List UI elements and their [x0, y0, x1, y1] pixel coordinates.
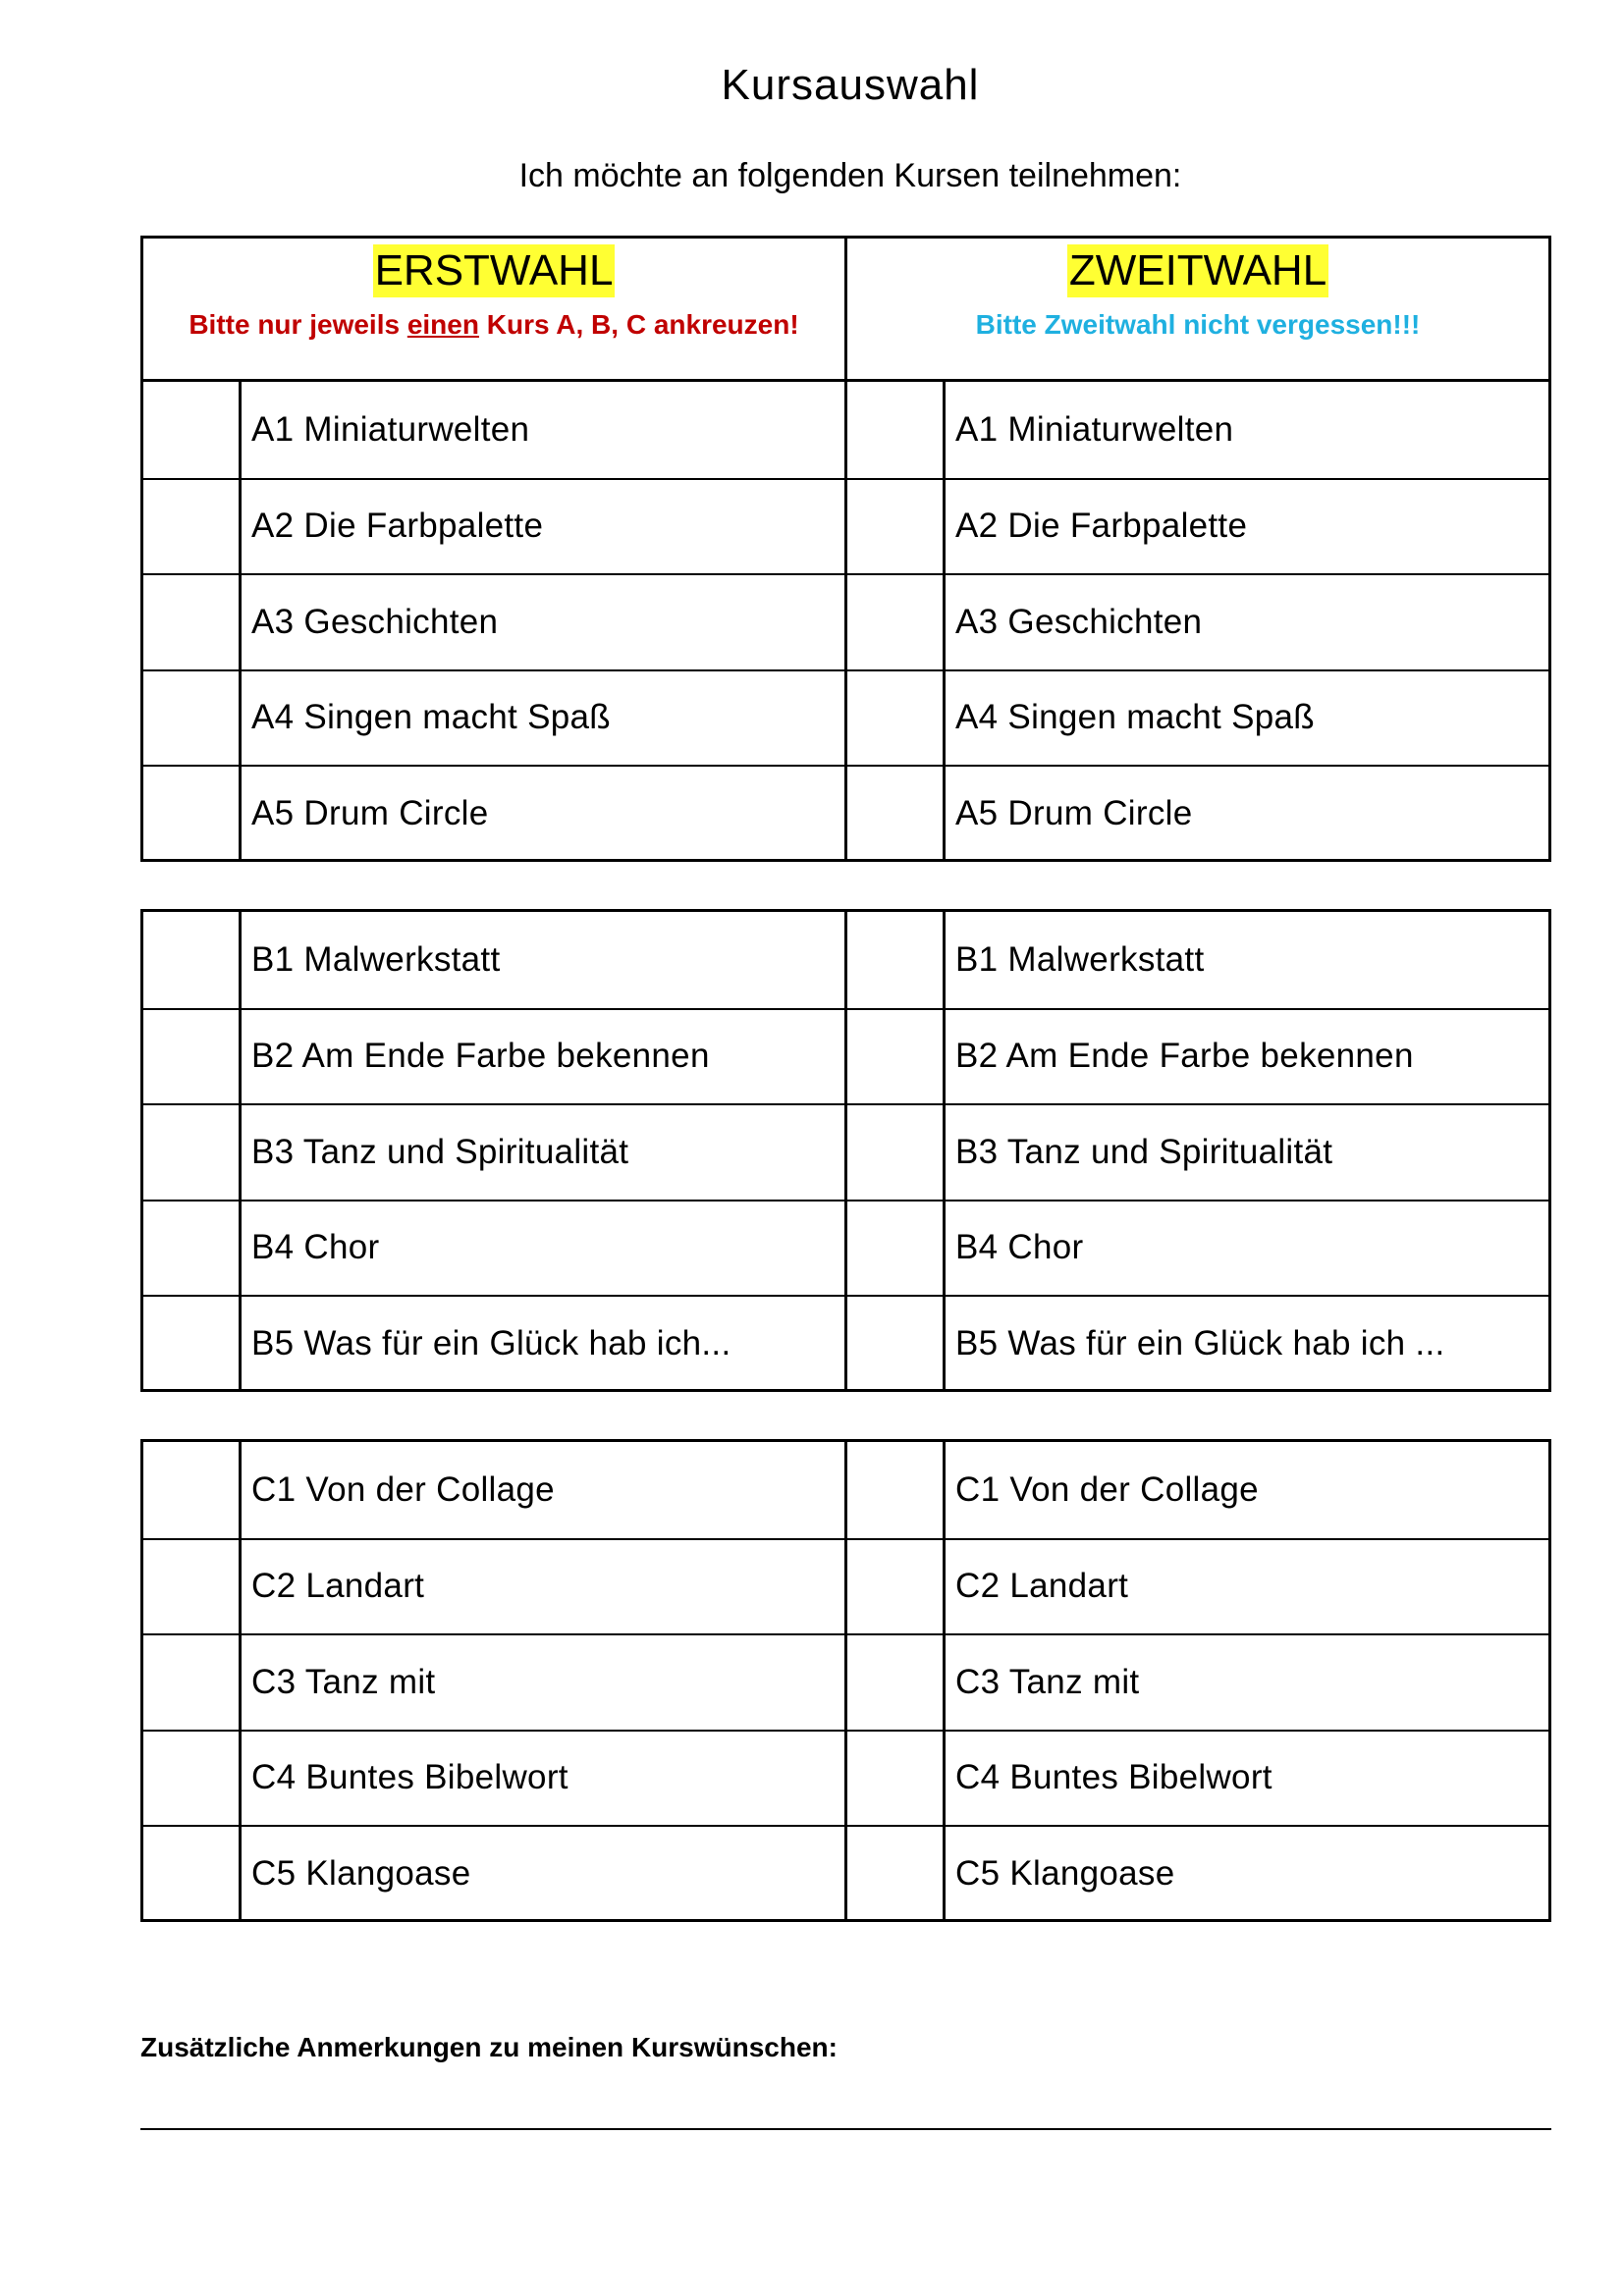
course-label: B5 Was für ein Glück hab ich ...: [955, 1323, 1445, 1362]
course-row: [143, 573, 1548, 669]
course-label: A1 Miniaturwelten: [955, 409, 1234, 449]
course-label: A5 Drum Circle: [251, 793, 489, 832]
course-row: [143, 1442, 1548, 1538]
first-choice-cell: [143, 1297, 844, 1391]
second-choice-checkbox[interactable]: [847, 480, 946, 574]
first-choice-cell: [143, 1201, 844, 1296]
second-choice-cell: [844, 1540, 1548, 1634]
first-choice-header: [143, 239, 844, 379]
course-label: C1 Von der Collage: [955, 1469, 1259, 1509]
first-choice-checkbox[interactable]: [143, 1297, 242, 1391]
remarks-input-line[interactable]: [140, 2128, 1551, 2130]
second-choice-cell: [844, 1105, 1548, 1200]
course-row: [143, 1295, 1548, 1391]
first-choice-checkbox[interactable]: [143, 480, 242, 574]
second-choice-checkbox[interactable]: [847, 1105, 946, 1200]
second-choice-cell: [844, 1442, 1548, 1538]
second-choice-checkbox[interactable]: [847, 1010, 946, 1104]
course-row: [143, 382, 1548, 478]
second-choice-cell: [844, 1827, 1548, 1921]
first-choice-checkbox[interactable]: [143, 767, 242, 861]
first-choice-cell: [143, 480, 844, 574]
second-choice-checkbox[interactable]: [847, 1635, 946, 1730]
column-header-row: [143, 239, 1548, 382]
first-choice-cell: [143, 1732, 844, 1826]
second-choice-checkbox[interactable]: [847, 1297, 946, 1391]
page-subtitle: Ich möchte an folgenden Kursen teilnehmen:: [518, 157, 1182, 194]
first-choice-checkbox[interactable]: [143, 671, 242, 766]
second-choice-cell: [844, 1297, 1548, 1391]
first-choice-cell: [143, 1105, 844, 1200]
course-label: B4 Chor: [955, 1228, 1084, 1267]
second-choice-note: Bitte Zweitwahl nicht vergessen!!!: [975, 309, 1421, 340]
first-choice-cell: [143, 912, 844, 1008]
second-choice-cell: [844, 671, 1548, 766]
course-row: [143, 1538, 1548, 1634]
first-choice-note-start: Bitte nur jeweils: [189, 309, 407, 340]
first-choice-checkbox[interactable]: [143, 1442, 242, 1538]
first-choice-checkbox[interactable]: [143, 1635, 242, 1730]
first-choice-checkbox[interactable]: [143, 1010, 242, 1104]
course-row: [143, 1103, 1548, 1200]
course-label: C5 Klangoase: [955, 1853, 1175, 1893]
second-choice-checkbox[interactable]: [847, 912, 946, 1008]
course-label: C3 Tanz mit: [955, 1662, 1140, 1701]
first-choice-cell: [143, 1540, 844, 1634]
second-choice-checkbox[interactable]: [847, 1442, 946, 1538]
second-choice-title: ZWEITWAHL: [1067, 244, 1328, 297]
course-rows-b: [143, 912, 1548, 1391]
course-row: [143, 669, 1548, 766]
first-choice-note-end: Kurs A, B, C ankreuzen!: [478, 309, 799, 340]
second-choice-cell: [844, 912, 1548, 1008]
course-row: [143, 1825, 1548, 1921]
course-label: A2 Die Farbpalette: [251, 507, 544, 546]
course-table-b: [140, 909, 1551, 1392]
course-rows-c: [143, 1442, 1548, 1921]
course-label: B4 Chor: [251, 1228, 380, 1267]
course-label: C4 Buntes Bibelwort: [251, 1758, 568, 1797]
first-choice-cell: [143, 575, 844, 669]
course-label: B2 Am Ende Farbe bekennen: [251, 1037, 710, 1076]
second-choice-checkbox[interactable]: [847, 382, 946, 478]
course-row: [143, 1633, 1548, 1730]
course-table-c: [140, 1439, 1551, 1922]
first-choice-checkbox[interactable]: [143, 1732, 242, 1826]
course-label: C5 Klangoase: [251, 1853, 471, 1893]
course-label: A2 Die Farbpalette: [955, 507, 1248, 546]
second-choice-cell: [844, 382, 1548, 478]
first-choice-cell: [143, 1827, 844, 1921]
first-choice-cell: [143, 767, 844, 861]
course-row: [143, 1200, 1548, 1296]
first-choice-note: [143, 309, 844, 341]
course-label: A3 Geschichten: [251, 602, 499, 641]
first-choice-checkbox[interactable]: [143, 1201, 242, 1296]
first-choice-checkbox[interactable]: [143, 1827, 242, 1921]
page-title: Kursauswahl: [721, 61, 980, 109]
course-label: B1 Malwerkstatt: [955, 939, 1205, 979]
course-label: A4 Singen macht Spaß: [955, 698, 1315, 737]
course-row: [143, 765, 1548, 861]
remarks-label: Zusätzliche Anmerkungen zu meinen Kurswünschen:: [140, 2032, 838, 2062]
first-choice-checkbox[interactable]: [143, 912, 242, 1008]
first-choice-checkbox[interactable]: [143, 382, 242, 478]
first-choice-title: ERSTWAHL: [373, 244, 616, 297]
course-label: C1 Von der Collage: [251, 1469, 555, 1509]
second-choice-cell: [844, 480, 1548, 574]
second-choice-checkbox[interactable]: [847, 1732, 946, 1826]
second-choice-header: [844, 239, 1548, 379]
course-table-a: [140, 236, 1551, 862]
course-label: A4 Singen macht Spaß: [251, 698, 611, 737]
first-choice-checkbox[interactable]: [143, 1540, 242, 1634]
second-choice-checkbox[interactable]: [847, 671, 946, 766]
second-choice-cell: [844, 575, 1548, 669]
first-choice-cell: [143, 1442, 844, 1538]
course-label: B2 Am Ende Farbe bekennen: [955, 1037, 1414, 1076]
second-choice-checkbox[interactable]: [847, 1827, 946, 1921]
first-choice-note-emphasis: einen: [406, 309, 479, 340]
second-choice-checkbox[interactable]: [847, 1540, 946, 1634]
course-label: A3 Geschichten: [955, 602, 1203, 641]
course-label: B3 Tanz und Spiritualität: [955, 1132, 1333, 1171]
course-label: B1 Malwerkstatt: [251, 939, 501, 979]
course-label: A5 Drum Circle: [955, 793, 1193, 832]
course-row: [143, 1730, 1548, 1826]
first-choice-cell: [143, 1635, 844, 1730]
second-choice-cell: [844, 1635, 1548, 1730]
first-choice-cell: [143, 1010, 844, 1104]
course-label: C3 Tanz mit: [251, 1662, 436, 1701]
second-choice-cell: [844, 1732, 1548, 1826]
course-row: [143, 478, 1548, 574]
course-label: C2 Landart: [251, 1567, 425, 1606]
course-label: B3 Tanz und Spiritualität: [251, 1132, 629, 1171]
course-label: A1 Miniaturwelten: [251, 409, 530, 449]
course-row: [143, 912, 1548, 1008]
first-choice-cell: [143, 671, 844, 766]
course-row: [143, 1008, 1548, 1104]
second-choice-checkbox[interactable]: [847, 575, 946, 669]
course-label: B5 Was für ein Glück hab ich...: [251, 1323, 731, 1362]
second-choice-cell: [844, 767, 1548, 861]
second-choice-checkbox[interactable]: [847, 1201, 946, 1296]
second-choice-cell: [844, 1201, 1548, 1296]
course-label: C4 Buntes Bibelwort: [955, 1758, 1272, 1797]
course-rows-a: [143, 382, 1548, 861]
first-choice-cell: [143, 382, 844, 478]
first-choice-checkbox[interactable]: [143, 1105, 242, 1200]
second-choice-checkbox[interactable]: [847, 767, 946, 861]
course-label: C2 Landart: [955, 1567, 1129, 1606]
second-choice-cell: [844, 1010, 1548, 1104]
first-choice-checkbox[interactable]: [143, 575, 242, 669]
